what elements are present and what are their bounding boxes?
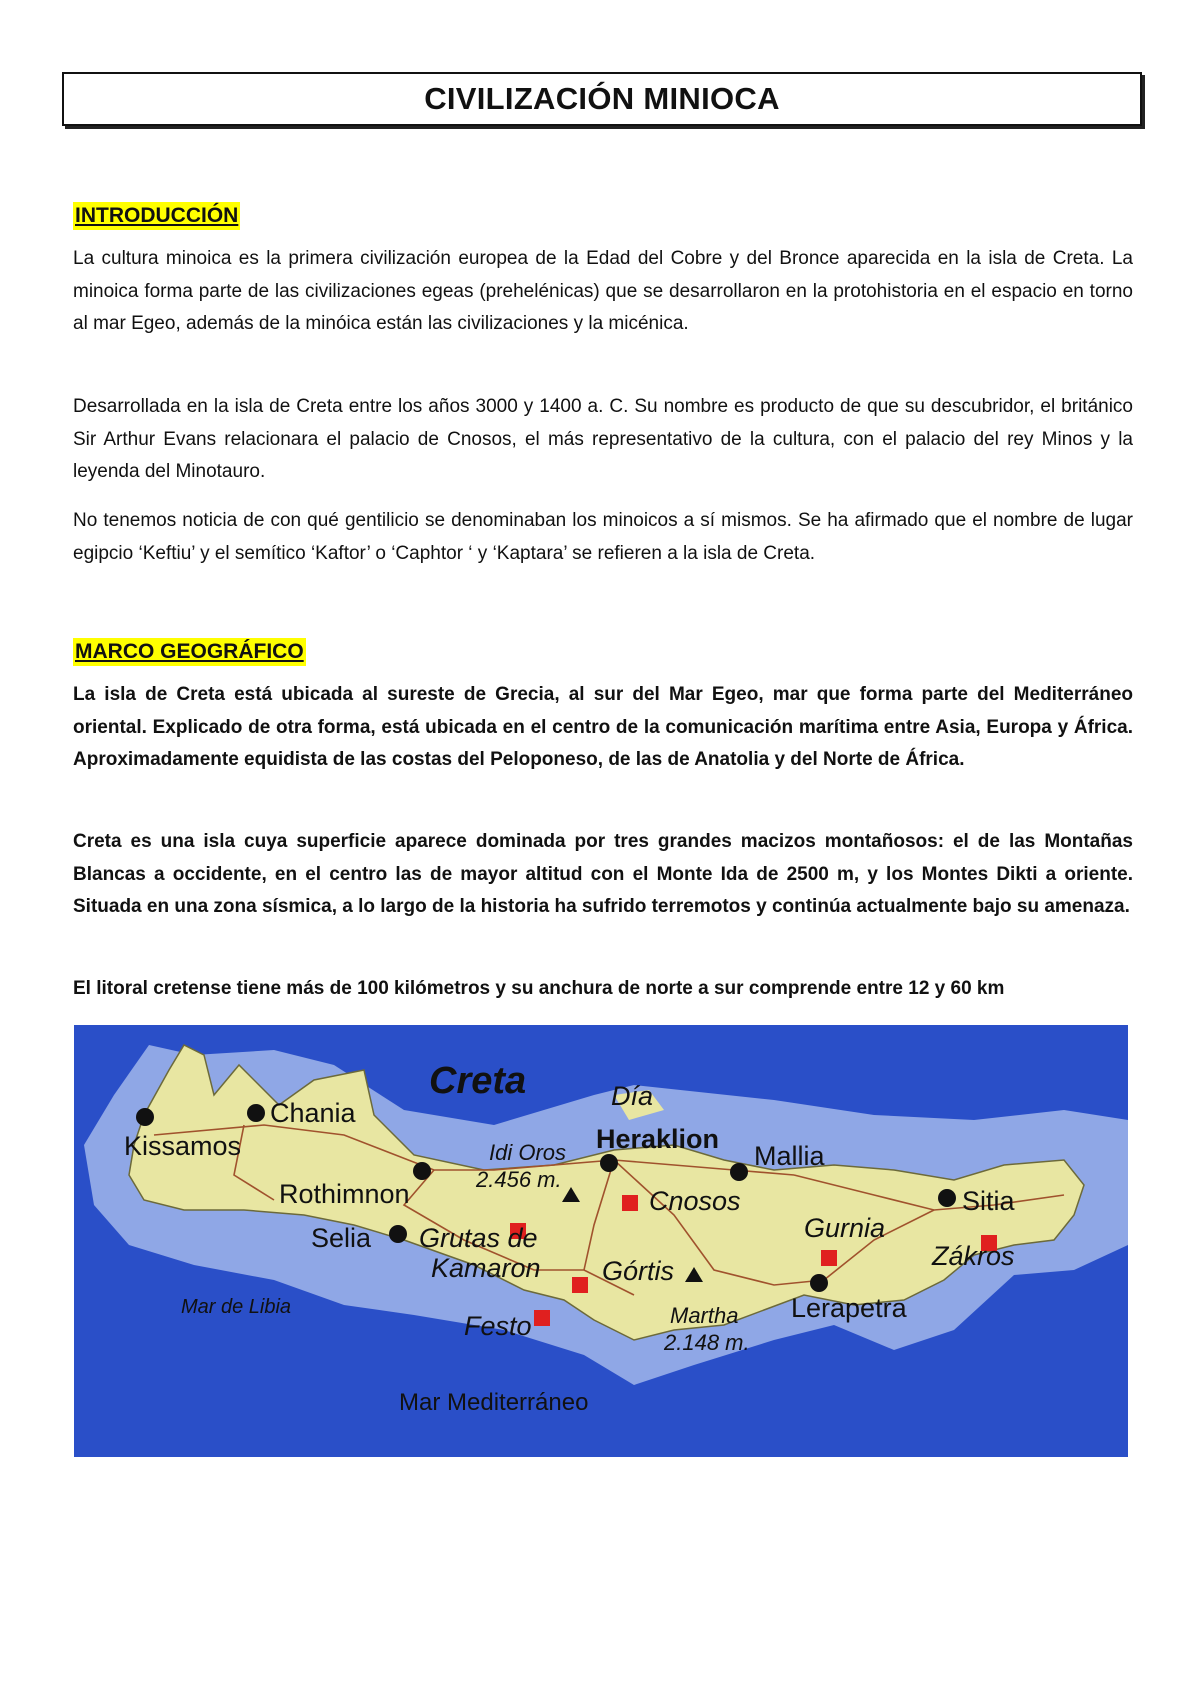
label-dia: Día <box>611 1081 654 1111</box>
title-box <box>62 72 1142 126</box>
town-dot-chania <box>247 1104 265 1122</box>
label-idi-height: 2.456 m. <box>476 1167 562 1192</box>
page-title: CIVILIZACIÓN MINIOCA <box>424 81 780 116</box>
section-heading-introduccion: INTRODUCCIÓN <box>73 202 240 230</box>
site-marker-gurnia <box>821 1250 837 1266</box>
map-title: Creta <box>429 1060 527 1102</box>
town-dot-heraklion <box>600 1154 618 1172</box>
town-dot-mallia <box>730 1163 748 1181</box>
site-marker-gortis <box>572 1277 588 1293</box>
town-dot-kissamos <box>136 1108 154 1126</box>
site-marker-cnosos <box>622 1195 638 1211</box>
town-dot-sitia <box>938 1189 956 1207</box>
town-dot-rothimnon <box>413 1162 431 1180</box>
label-mallia: Mallia <box>754 1141 825 1171</box>
label-martha-height: 2.148 m. <box>664 1330 750 1355</box>
label-kissamos: Kissamos <box>124 1131 242 1161</box>
label-mar-mediterraneo: Mar Mediterráneo <box>399 1389 589 1416</box>
section-heading-marco-geografico: MARCO GEOGRÁFICO <box>73 638 306 666</box>
label-lerapetra: Lerapetra <box>791 1293 907 1323</box>
label-heraklion: Heraklion <box>596 1124 720 1154</box>
label-martha: Martha <box>670 1303 739 1328</box>
label-cnosos: Cnosos <box>649 1186 741 1216</box>
label-gurnia: Gurnia <box>804 1213 886 1243</box>
crete-map <box>74 1025 1128 1457</box>
town-dot-lerapetra <box>810 1274 828 1292</box>
label-grutas-line2: Kamaron <box>431 1253 541 1283</box>
label-zakros: Zákros <box>932 1241 1015 1271</box>
site-marker-festo <box>534 1310 550 1326</box>
label-sitia: Sitia <box>962 1186 1015 1216</box>
geo-paragraph-1: La isla de Creta está ubicada al sureste de Grecia, al sur del Mar Egeo, mar que forma parte del Mediterráneo oriental. Explicado de otra forma, está ubicada en el centro de la comunicación marítima entre Asia, Europa y África. Aproximadamente equidista de las costas del Peloponeso, de las de Anatolia y del Norte de África. <box>73 684 1133 770</box>
geo-paragraph-3: El litoral cretense tiene más de 100 kilómetros y su anchura de norte a sur comprende entre 12 y 60 km <box>73 978 1005 999</box>
intro-paragraph-1: La cultura minoica es la primera civilización europea de la Edad del Cobre y del Bronce aparecida en la isla de Creta. La minoica forma parte de las civilizaciones egeas (prehelénicas) que se desarrollaron en la protohistoria en el espacio en torno al mar Egeo, además de la minóica están las civilizaciones y la micénica. <box>73 248 1133 334</box>
label-grutas-line1: Grutas de <box>419 1223 538 1253</box>
label-idi-oros: Idi Oros <box>489 1140 567 1165</box>
intro-paragraph-3: No tenemos noticia de con qué gentilicio se denominaban los minoicos a sí mismos. Se ha afirmado que el nombre de lugar egipcio ‘Keftiu’ y el semítico ‘Kaftor’ o ‘Caphtor ‘ y ‘Kaptara’ se refieren a la isla de Creta. <box>73 510 1133 564</box>
crete-map-svg <box>74 1025 1128 1457</box>
geo-paragraph-2: Creta es una isla cuya superficie aparece dominada por tres grandes macizos montañosos: el de las Montañas Blancas a occidente, en el centro las de mayor altitud con el Monte Ida de 2500 m, y los Montes Dikti a oriente. Situada en una zona sísmica, a lo largo de la historia ha sufrido terremotos y continúa actualmente bajo su amenaza. <box>73 831 1133 917</box>
label-selia: Selia <box>311 1223 372 1253</box>
town-dot-selia <box>389 1225 407 1243</box>
label-gortis: Górtis <box>602 1256 675 1286</box>
label-chania: Chania <box>270 1098 356 1128</box>
intro-paragraph-2: Desarrollada en la isla de Creta entre los años 3000 y 1400 a. C. Su nombre es producto de que su descubridor, el británico Sir Arthur Evans relacionara el palacio de Cnosos, el más representativo de la cultura, con el palacio del rey Minos y la leyenda del Minotauro. <box>73 396 1133 482</box>
label-rothimnon: Rothimnon <box>279 1179 410 1209</box>
label-mar-de-libia: Mar de Libia <box>181 1296 292 1318</box>
label-festo: Festo <box>464 1311 532 1341</box>
